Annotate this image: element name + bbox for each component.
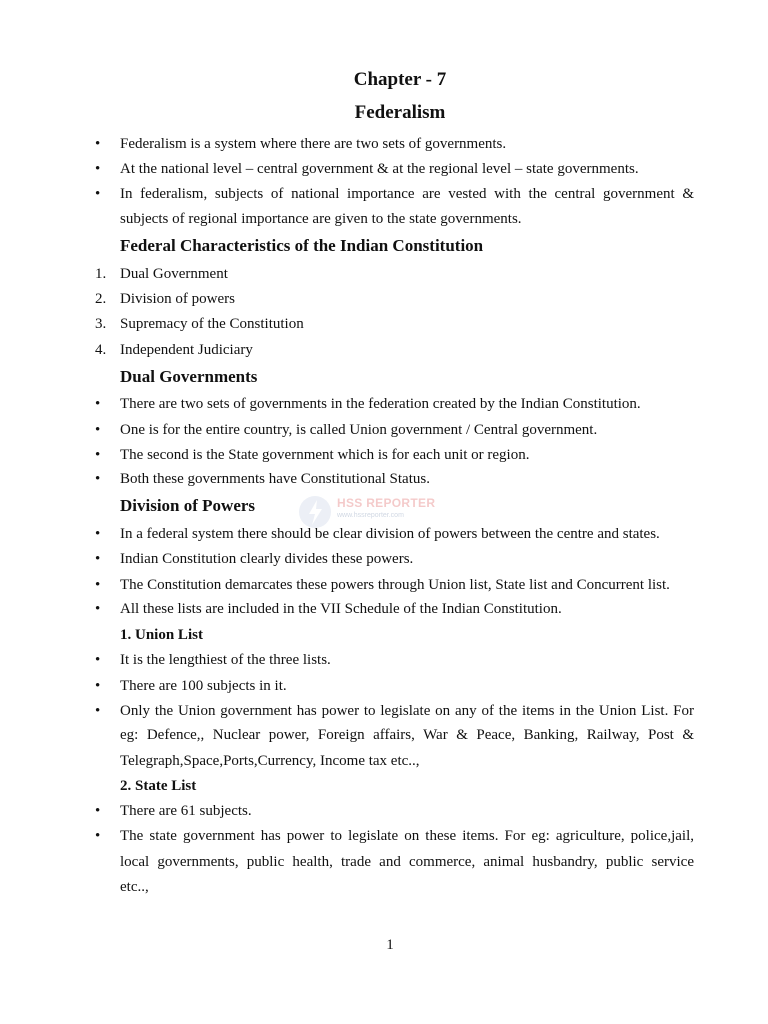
characteristic-item: Supremacy of the Constitution [120, 316, 304, 332]
division-bullet: Indian Constitution clearly divides these powers. [120, 551, 414, 567]
bullet-marker: • [95, 601, 101, 617]
union-bullet-1: It is the lengthiest of the three lists. [120, 652, 331, 668]
watermark-brand: HSS REPORTER [337, 496, 436, 510]
bullet-marker: • [95, 828, 101, 844]
chapter-title: Chapter - 7 [353, 69, 447, 90]
intro-bullet-3-line-1: In federalism, subjects of national importance are vested with the central government & [120, 186, 694, 202]
characteristic-item: Dual Government [120, 266, 228, 282]
page-number: 1 [386, 937, 394, 953]
union-bullet-2: There are 100 subjects in it. [120, 678, 287, 694]
bullet-marker: • [95, 471, 101, 487]
bullet-marker: • [95, 396, 101, 412]
watermark-logo-icon [297, 494, 333, 530]
characteristics-heading: Federal Characteristics of the Indian Constitution [120, 236, 484, 255]
state-list-heading: 2. State List [120, 778, 197, 794]
watermark-url: www.hssreporter.com [337, 512, 404, 519]
union-bullet-3-line-2: eg: Defence,, Nuclear power, Foreign affairs, War & Peace, Banking, Railway, Post & [120, 727, 694, 743]
list-number: 1. [95, 266, 107, 282]
state-bullet-2-line-1: The state government has power to legislate on these items. For eg: agriculture, police,jail, [120, 828, 694, 844]
watermark [297, 494, 437, 530]
bullet-marker: • [95, 422, 101, 438]
division-bullet: The Constitution demarcates these powers through Union list, State list and Concurrent list. [120, 577, 670, 593]
dual-governments-heading: Dual Governments [120, 367, 258, 386]
division-bullet: All these lists are included in the VII Schedule of the Indian Constitution. [120, 601, 562, 617]
bullet-marker: • [95, 136, 101, 152]
topic-title: Federalism [354, 102, 446, 123]
division-of-powers-heading: Division of Powers [120, 496, 256, 515]
bullet-marker: • [95, 678, 101, 694]
bullet-marker: • [95, 803, 101, 819]
list-number: 3. [95, 316, 107, 332]
state-bullet-2-line-3: etc.., [120, 879, 149, 895]
dual-bullet: One is for the entire country, is called Union government / Central government. [120, 422, 598, 438]
bullet-marker: • [95, 652, 101, 668]
list-number: 4. [95, 342, 107, 358]
union-bullet-3-line-1: Only the Union government has power to legislate on any of the items in the Union List. For [120, 703, 694, 719]
bullet-marker: • [95, 186, 101, 202]
state-bullet-2-line-2: local governments, public health, trade and commerce, animal husbandry, public service [120, 854, 694, 870]
characteristic-item: Independent Judiciary [120, 342, 253, 358]
state-bullet-1: There are 61 subjects. [120, 803, 252, 819]
union-list-heading: 1. Union List [120, 627, 203, 643]
characteristic-item: Division of powers [120, 291, 235, 307]
division-bullet: In a federal system there should be clear division of powers between the centre and states. [120, 526, 660, 542]
bullet-marker: • [95, 447, 101, 463]
intro-bullet-1: Federalism is a system where there are two sets of governments. [120, 136, 507, 152]
intro-bullet-2: At the national level – central government & at the regional level – state governments. [120, 161, 639, 177]
dual-bullet: The second is the State government which is for each unit or region. [120, 447, 530, 463]
dual-bullet: There are two sets of governments in the federation created by the Indian Constitution. [120, 396, 641, 412]
dual-bullet: Both these governments have Constitutional Status. [120, 471, 430, 487]
bullet-marker: • [95, 577, 101, 593]
bullet-marker: • [95, 161, 101, 177]
intro-bullet-3-line-2: subjects of regional importance are given to the state governments. [120, 211, 522, 227]
bullet-marker: • [95, 551, 101, 567]
bullet-marker: • [95, 526, 101, 542]
list-number: 2. [95, 291, 107, 307]
union-bullet-3-line-3: Telegraph,Space,Ports,Currency, Income tax etc.., [120, 753, 420, 769]
bullet-marker: • [95, 703, 101, 719]
